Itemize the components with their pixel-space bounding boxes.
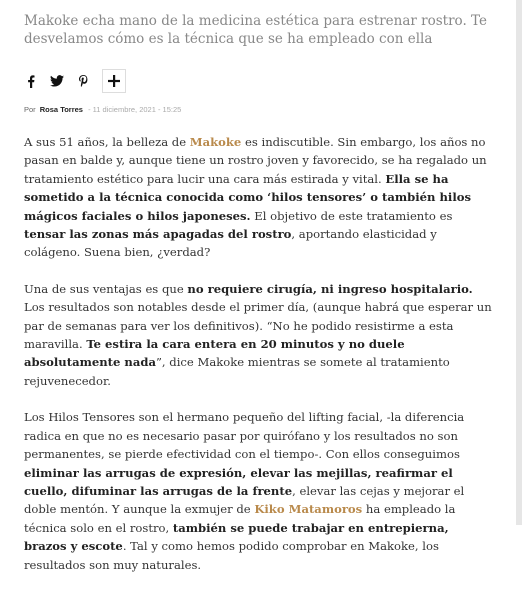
twitter-icon[interactable]	[50, 74, 64, 88]
bold-text: también se puede trabajar en entrepierna, brazos y escote	[24, 520, 449, 554]
text: Una de sus ventajas es que	[24, 281, 188, 296]
kiko-matamoros-link[interactable]: Kiko Matamoros	[254, 502, 363, 517]
text: ha empleado la técnica solo en el rostro,	[24, 502, 456, 535]
pinterest-icon[interactable]	[76, 74, 90, 88]
bold-text: no requiere cirugía, ni ingreso hospitalario.	[187, 281, 473, 296]
scrollbar-thumb[interactable]	[516, 0, 522, 525]
publish-date: - 11 diciembre, 2021 - 15:25	[88, 105, 182, 114]
text: es indiscutible. Sin embargo, los años no pasan en balde y, aunque tiene un rostro joven y favorecido, se ha regalado un tratamiento estético para lucir una cara más estirada y vital.	[24, 135, 487, 186]
text: El objetivo de este tratamiento es	[250, 208, 453, 223]
text: ”, dice Makoke mientras se somete al tratamiento rejuvenecedor.	[24, 355, 450, 388]
text: Los resultados son notables desde el primer día, (aunque habrá que esperar un par de semanas para ver los definitivos). “No he podido resistirme a esta maravilla.	[24, 300, 492, 352]
bold-text: eliminar las arrugas de expresión, elevar las mejillas, reafirmar el cuello, difuminar las arrugas de la frente	[24, 465, 453, 498]
text: . Tal y como hemos podido comprobar en Makoke, los resultados son muy naturales.	[24, 539, 439, 572]
text: Los Hilos Tensores son el hermano pequeño del lifting facial, -la diferencia radica en que no es necesario pasar por quirófano y los resultados no son permanentes, se pierde efectividad con el tiempo-. Con ellos conseguimos	[24, 410, 465, 462]
paragraph-1	[24, 133, 494, 262]
paragraph-3	[24, 408, 494, 574]
paragraph-2	[24, 280, 494, 390]
bold-text: tensar las zonas más apagadas del rostro	[24, 227, 292, 242]
makoke-link[interactable]: Makoke	[189, 135, 242, 149]
plus-icon[interactable]	[102, 69, 126, 93]
share-bar	[24, 68, 494, 94]
author-link[interactable]: Rosa Torres	[39, 105, 83, 114]
facebook-icon[interactable]	[24, 74, 38, 88]
byline	[24, 104, 494, 116]
article-subtitle: Makoke echa mano de la medicina estética para estrenar rostro. Te desvelamos cómo es la técnica que se ha empleado con ella	[24, 13, 487, 47]
bold-text: Te estira la cara entera en 20 minutos y no duele absolutamente nada	[24, 337, 405, 370]
text: , elevar las cejas y mejorar el doble mentón. Y aunque la exmujer de	[24, 483, 465, 517]
byline-prefix: Por	[24, 105, 36, 114]
text: A sus 51 años, la belleza de	[24, 135, 190, 149]
text: , aportando elasticidad y colágeno. Suena bien, ¿verdad?	[24, 227, 437, 260]
article-body	[24, 133, 494, 574]
bold-text: Ella se ha sometido a la técnica conocida como ‘hilos tensores’ o también hilos mágicos faciales o hilos japoneses.	[24, 171, 472, 223]
article-content	[24, 12, 494, 592]
